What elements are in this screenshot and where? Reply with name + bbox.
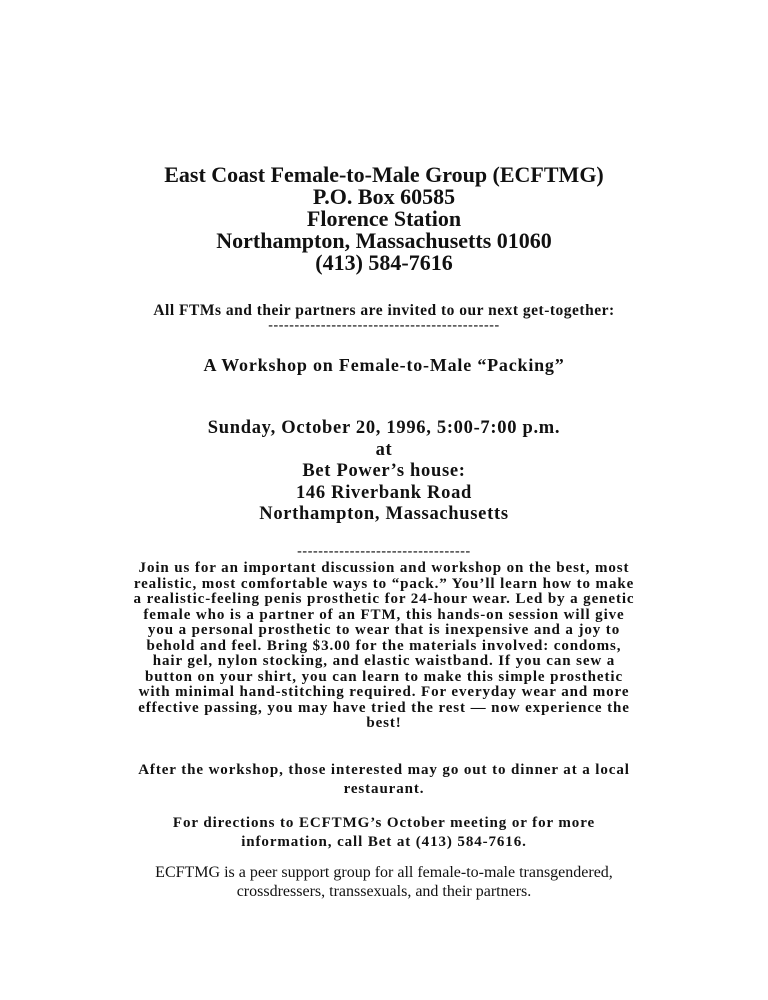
event-city: Northampton, Massachusetts: [259, 504, 509, 524]
station: Florence Station: [306, 206, 462, 231]
after-workshop-paragraph: [0, 761, 768, 799]
footer-line: ECFTMG is a peer support group for all female-to-male transgendered,: [155, 864, 613, 881]
event-host: Bet Power’s house:: [302, 461, 466, 481]
po-box: P.O. Box 60585: [312, 184, 456, 209]
event-at: at: [375, 439, 393, 460]
phone: (413) 584-7616: [315, 250, 453, 275]
invite-text: All FTMs and their partners are invited to our next get-together:: [153, 302, 615, 319]
org-name: East Coast Female-to-Male Group (ECFTMG): [164, 162, 604, 187]
description-line: hair gel, nylon stocking, and elastic waistband. If you can sew a: [152, 653, 616, 669]
description-line: effective passing, you may have tried the rest — now experience the: [138, 699, 630, 716]
after-line: After the workshop, those interested may go out to dinner at a local: [138, 762, 630, 778]
description-line: behold and feel. Bring $3.00 for the materials involved: condoms,: [146, 637, 622, 654]
description-line: best!: [366, 715, 402, 731]
invitation-line: [0, 302, 768, 333]
description-line: a realistic-feeling penis prosthetic for 24-hour wear. Led by a genetic: [133, 591, 635, 607]
dashed-divider: --------------------------------------------: [268, 318, 500, 333]
directions-line: information, call Bet at (413) 584-7616.: [241, 834, 527, 850]
description-line: Join us for an important discussion and workshop on the best, most: [138, 560, 630, 576]
description-line: realistic, most comfortable ways to “pack.” You’ll learn how to make: [133, 575, 635, 592]
directions-line: For directions to ECFTMG’s October meeting or for more: [172, 815, 596, 831]
footer-line: crossdressers, transsexuals, and their partners.: [236, 883, 532, 900]
description-line: female who is a partner of an FTM, this hands-on session will give: [143, 606, 625, 623]
event-date-time: Sunday, October 20, 1996, 5:00-7:00 p.m.: [207, 418, 561, 438]
city-state-zip: Northampton, Massachusetts 01060: [216, 228, 552, 253]
organization-header: [0, 164, 768, 274]
event-details: [0, 418, 768, 526]
event-street: 146 Riverbank Road: [295, 482, 473, 503]
dashed-divider-2: ---------------------------------: [297, 544, 471, 559]
workshop-title: A Workshop on Female-to-Male “Packing”: [203, 355, 565, 375]
description-line: button on your shirt, you can learn to make this simple prosthetic: [144, 668, 624, 685]
after-line: restaurant.: [343, 781, 425, 797]
directions-paragraph: [0, 814, 768, 852]
description-paragraph: [0, 561, 768, 732]
description-line: you a personal prosthetic to wear that is inexpensive and a joy to: [147, 622, 621, 638]
footer-paragraph: [0, 863, 768, 901]
description-line: with minimal hand-stitching required. For everyday wear and more: [138, 684, 630, 700]
